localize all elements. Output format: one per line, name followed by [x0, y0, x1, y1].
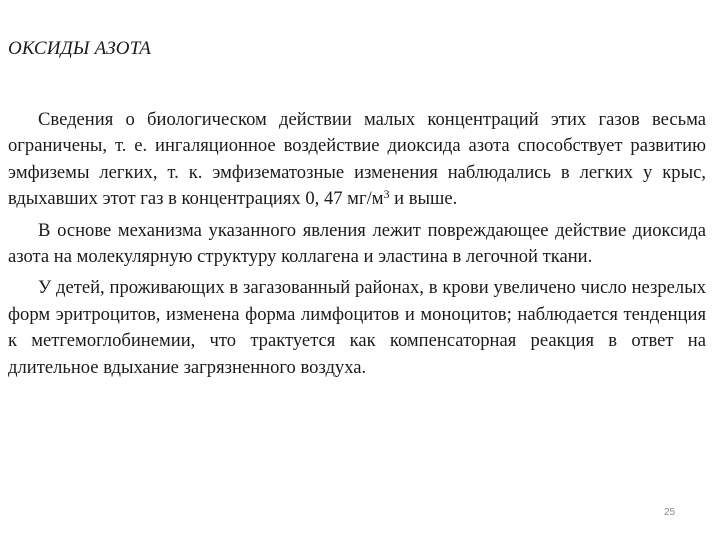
- page-number: 25: [664, 507, 676, 518]
- paragraph-1-tail: и выше.: [389, 188, 458, 210]
- paragraph-2: В основе механизма указанного явления лежит повреждающее действие диоксида азота на молекулярную структуру коллагена и эластина в легочной ткани.: [8, 219, 706, 268]
- slide-body: [8, 107, 706, 381]
- paragraph-1-text: Сведения о биологическом действии малых концентраций этих газов весьма ограничены, т. е. ингаляционное воздействие диоксида азота способствует развитию эмфиземы легких, т. к. эмфизематозные изменения наблюдались в легких у крыс, вдыхавших этот газ в концентрациях 0, 47 мг/м: [8, 109, 706, 210]
- paragraph-1: [8, 107, 706, 213]
- unit-superscript: 3: [383, 187, 390, 202]
- paragraph-3: У детей, проживающих в загазованный районах, в крови увеличено число незрелых форм эритроцитов, изменена форма лимфоцитов и моноцитов; наблюдается тенденция к метгемоглобинемии, что трактуется как компенсаторная реакция в ответ на длительное вдыхание загрязненного воздуха.: [8, 277, 706, 378]
- slide-title: ОКСИДЫ АЗОТА: [8, 38, 152, 59]
